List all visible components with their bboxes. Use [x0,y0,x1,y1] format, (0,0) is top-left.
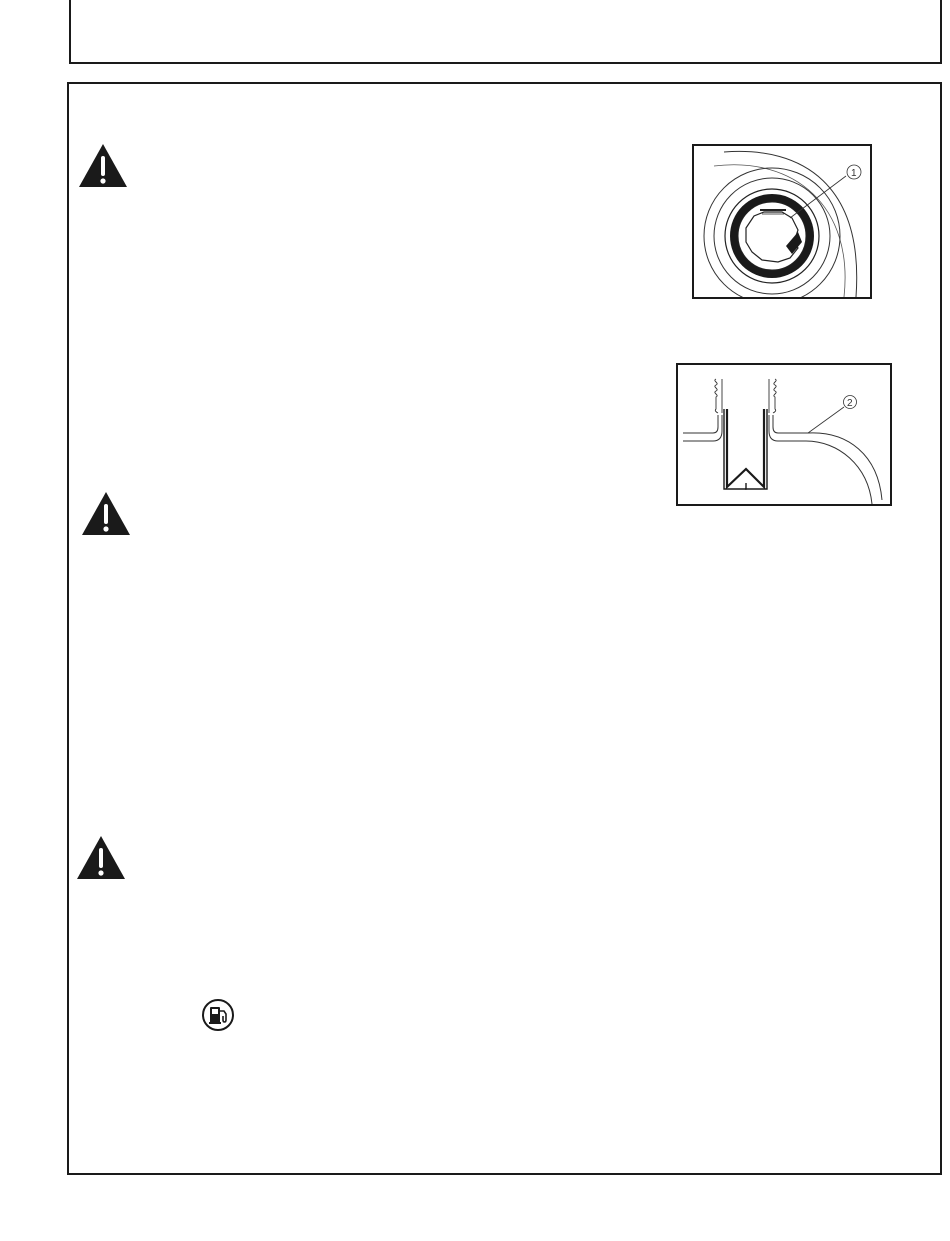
callout-1: 1 [851,168,857,179]
callout-2: 2 [847,398,853,409]
warning-triangle-icon [75,834,127,882]
warning-triangle-icon [77,142,129,190]
page-header-box [69,0,942,64]
warning-triangle-icon [80,490,132,538]
figure-fuel-neck-cross-section [676,363,892,506]
fuel-pump-icon [201,998,235,1032]
figure-fuel-neck-top-view [692,144,872,299]
